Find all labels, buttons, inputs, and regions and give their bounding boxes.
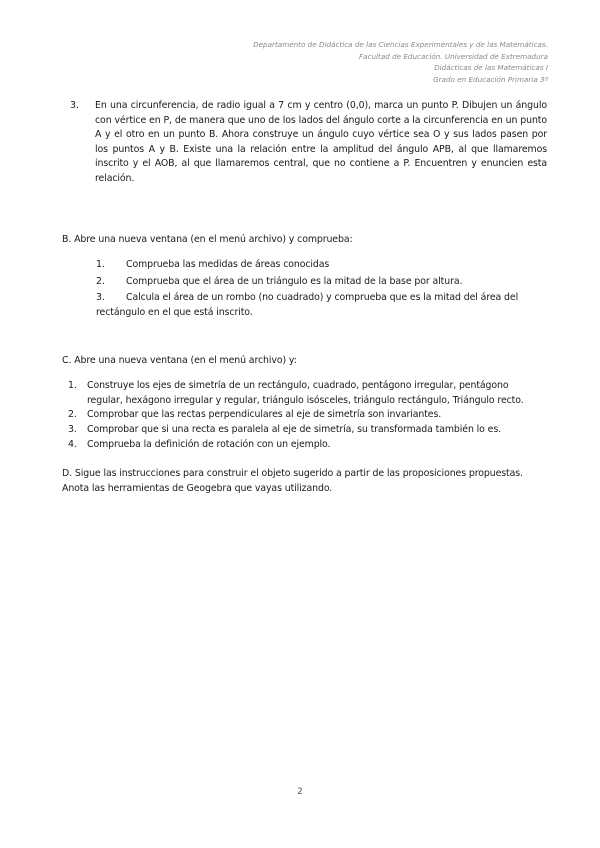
- list-item-text: Comprobar que las rectas perpendiculares al eje de simetría son invariantes.: [87, 409, 442, 421]
- list-item-text: Comprobar que si una recta es paralela al eje de simetría, su transformada también lo es.: [87, 423, 502, 435]
- list-item: [68, 408, 547, 423]
- section-b-list: [62, 258, 547, 320]
- list-item-text: Comprueba que el área de un triángulo es la mitad de la base por altura.: [126, 275, 463, 287]
- section-c-title: C. Abre una nueva ventana (en el menú archivo) y:: [62, 354, 297, 366]
- list-item-text: Calcula el área de un rombo (no cuadrado) y comprueba que es la mitad del área del rectángulo en el que está inscrito.: [96, 292, 519, 318]
- section-b-title: B. Abre una nueva ventana (en el menú archivo) y comprueba:: [62, 233, 353, 245]
- header-course: Didácticas de las Matemáticas I: [434, 63, 548, 72]
- exercise-3-number: 3.: [70, 100, 79, 111]
- list-item-number: 1.: [96, 259, 105, 271]
- exercise-3: [62, 99, 547, 187]
- list-item-number: 2.: [68, 409, 77, 421]
- list-item: [96, 291, 547, 320]
- page-number: 2: [297, 787, 303, 797]
- list-item: [68, 423, 547, 438]
- page-header: [253, 39, 548, 85]
- section-c-list: [62, 379, 547, 452]
- list-item-number: 3.: [96, 292, 105, 304]
- list-item-number: 2.: [96, 275, 105, 287]
- section-d-text: D. Sigue las instrucciones para construir el objeto sugerido a partir de las proposiciones propuestas. Anota las herramientas de Geogebra que vayas utilizando.: [62, 468, 523, 494]
- list-item-number: 1.: [68, 380, 77, 392]
- list-item: [96, 275, 547, 290]
- list-item-number: 3.: [68, 423, 77, 435]
- list-item-text: Comprueba las medidas de áreas conocidas: [126, 259, 330, 271]
- header-faculty: Facultad de Educación. Universidad de Extremadura: [358, 51, 548, 61]
- list-item: [68, 379, 547, 408]
- header-department: Departamento de Didáctica de las Ciencias Experimentales y de las Matemáticas.: [253, 40, 548, 49]
- document-body: [62, 99, 547, 496]
- list-item-text: Construye los ejes de simetría de un rectángulo, cuadrado, pentágono irregular, pentágono regular, hexágono irregular y regular, triángulo isósceles, triángulo rectángulo, Triángulo recto.: [87, 380, 524, 406]
- list-item-text: Comprueba la definición de rotación con un ejemplo.: [87, 438, 331, 450]
- header-degree: Grado en Educación Primaria 3º: [433, 74, 548, 84]
- list-item-number: 4.: [68, 438, 77, 450]
- exercise-3-text: En una circunferencia, de radio igual a 7 cm y centro (0,0), marca un punto P. Dibujen un ángulo con vértice en P, de manera que uno de los lados del ángulo corte a la circunferencia en un punto A y el otro en un punto B. Ahora construye un ángulo cuyo vértice sea O y sus lados pasen por los puntos A y B. Existe una la relación entre la amplitud del ángulo APB, al que llamaremos inscrito y el AOB, al que llamaremos central, que no contiene a P. Encuentren y enuncien esta relación.: [95, 100, 547, 184]
- list-item: [68, 438, 547, 453]
- list-item: [96, 258, 547, 273]
